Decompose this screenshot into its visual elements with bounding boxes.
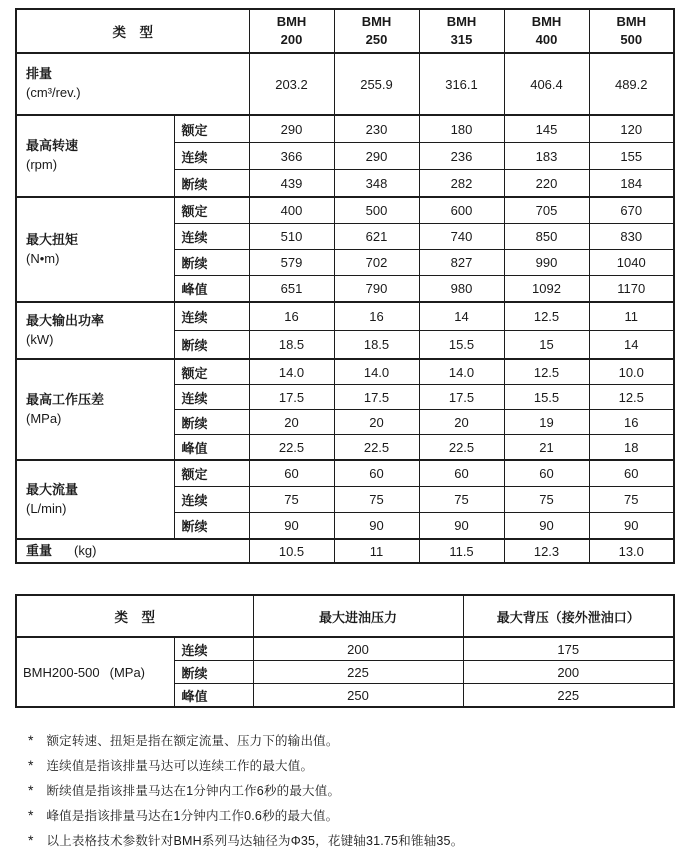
sub-label: 额定 <box>174 197 249 224</box>
spec-label-cell <box>16 53 249 115</box>
value-cell: 980 <box>419 276 504 303</box>
value-cell: 406.4 <box>504 53 589 115</box>
row-max-power-continuous <box>16 302 674 331</box>
value-cell: 75 <box>589 487 674 513</box>
value-cell: 225 <box>463 684 674 708</box>
sub-label: 额定 <box>174 359 249 385</box>
model-header-bmh315 <box>419 9 504 53</box>
value-cell: 236 <box>419 143 504 170</box>
value-cell: 316.1 <box>419 53 504 115</box>
value-cell: 500 <box>334 197 419 224</box>
main-spec-table <box>15 8 675 564</box>
value-cell: 16 <box>249 302 334 331</box>
value-cell: 670 <box>589 197 674 224</box>
model-size: 500 <box>620 32 643 47</box>
sub-label: 峰值 <box>174 276 249 303</box>
model-size: 315 <box>450 32 473 47</box>
value-cell: 14 <box>589 331 674 360</box>
inlet-pressure-header: 最大进油压力 <box>253 595 463 637</box>
value-cell: 790 <box>334 276 419 303</box>
model-header-bmh250 <box>334 9 419 53</box>
value-cell: 203.2 <box>249 53 334 115</box>
value-cell: 60 <box>589 460 674 487</box>
value-cell: 60 <box>419 460 504 487</box>
model-range-unit: (MPa) <box>109 664 145 680</box>
sub-label: 峰值 <box>174 684 253 708</box>
type-header: 类 型 <box>16 9 249 53</box>
model-name: BMH <box>531 14 562 30</box>
value-cell: 18.5 <box>334 331 419 360</box>
value-cell: 1170 <box>589 276 674 303</box>
value-cell: 12.5 <box>589 385 674 410</box>
value-cell: 740 <box>419 224 504 250</box>
model-range-label: BMH200-500 <box>23 664 100 680</box>
footnote <box>28 756 693 781</box>
footnote <box>28 831 693 856</box>
value-cell: 16 <box>334 302 419 331</box>
sub-label: 断续 <box>174 331 249 360</box>
value-cell: 1092 <box>504 276 589 303</box>
sub-label: 额定 <box>174 460 249 487</box>
sub-label: 连续 <box>174 487 249 513</box>
spec-label: 最大流量 <box>26 481 79 497</box>
value-cell: 180 <box>419 115 504 143</box>
sub-label: 连续 <box>174 302 249 331</box>
row-max-flow-rated <box>16 460 674 487</box>
spec-label: 最大输出功率 <box>26 312 105 328</box>
value-cell: 290 <box>334 143 419 170</box>
spec-unit: (cm³/rev.) <box>26 85 81 100</box>
spec-label: 排量 <box>26 66 53 82</box>
model-range-cell <box>16 637 174 707</box>
sub-label: 连续 <box>174 224 249 250</box>
row-weight <box>16 539 674 563</box>
footnotes <box>15 731 693 856</box>
spec-unit: (MPa) <box>26 410 62 426</box>
value-cell: 20 <box>249 410 334 435</box>
spec-label-cell <box>16 460 174 539</box>
value-cell: 12.3 <box>504 539 589 563</box>
footnote <box>28 806 693 831</box>
value-cell: 10.5 <box>249 539 334 563</box>
row-max-torque-rated <box>16 197 674 224</box>
spec-label: 重量 <box>26 542 53 558</box>
value-cell: 22.5 <box>419 435 504 461</box>
value-cell: 120 <box>589 115 674 143</box>
value-cell: 75 <box>334 487 419 513</box>
spec-label: 最高转速 <box>26 138 79 154</box>
model-header-bmh400 <box>504 9 589 53</box>
model-name: BMH <box>616 14 647 30</box>
model-header-bmh500 <box>589 9 674 53</box>
footnote-marker: * <box>28 757 34 773</box>
model-header-bmh200 <box>249 9 334 53</box>
row-max-pressure-rated <box>16 359 674 385</box>
value-cell: 155 <box>589 143 674 170</box>
sub-label: 连续 <box>174 143 249 170</box>
value-cell: 19 <box>504 410 589 435</box>
footnote-marker: * <box>28 732 34 748</box>
value-cell: 145 <box>504 115 589 143</box>
value-cell: 200 <box>463 661 674 684</box>
value-cell: 90 <box>589 513 674 540</box>
table1-header-row <box>16 9 674 53</box>
value-cell: 10.0 <box>589 359 674 385</box>
value-cell: 290 <box>249 115 334 143</box>
model-size: 200 <box>280 32 303 47</box>
sub-label: 断续 <box>174 170 249 198</box>
value-cell: 12.5 <box>504 359 589 385</box>
spec-unit: (kW) <box>26 331 54 347</box>
value-cell: 13.0 <box>589 539 674 563</box>
sub-label: 断续 <box>174 513 249 540</box>
sub-label: 连续 <box>174 637 253 661</box>
value-cell: 705 <box>504 197 589 224</box>
value-cell: 75 <box>419 487 504 513</box>
spec-unit: (rpm) <box>26 157 58 172</box>
spec-unit: (kg) <box>74 542 97 558</box>
value-cell: 75 <box>249 487 334 513</box>
spec-label-cell <box>16 359 174 460</box>
pressure-table <box>15 594 675 708</box>
footnote <box>28 731 693 756</box>
value-cell: 14 <box>419 302 504 331</box>
footnote-marker: * <box>28 782 34 798</box>
value-cell: 21 <box>504 435 589 461</box>
footnote-text: 以上表格技术参数针对BMH系列马达轴径为Φ35，花键轴31.75和锥轴35。 <box>46 834 464 848</box>
type-header: 类 型 <box>16 595 253 637</box>
value-cell: 17.5 <box>249 385 334 410</box>
model-name: BMH <box>276 14 307 30</box>
value-cell: 579 <box>249 250 334 276</box>
value-cell: 17.5 <box>419 385 504 410</box>
sub-label: 额定 <box>174 115 249 143</box>
value-cell: 11 <box>334 539 419 563</box>
table2-header-row <box>16 595 674 637</box>
model-name: BMH <box>361 14 392 30</box>
value-cell: 225 <box>253 661 463 684</box>
value-cell: 230 <box>334 115 419 143</box>
value-cell: 14.0 <box>334 359 419 385</box>
value-cell: 11.5 <box>419 539 504 563</box>
value-cell: 1040 <box>589 250 674 276</box>
model-size: 250 <box>365 32 388 47</box>
value-cell: 651 <box>249 276 334 303</box>
footnote-text: 连续值是指该排量马达可以连续工作的最大值。 <box>46 759 314 773</box>
sub-label: 连续 <box>174 385 249 410</box>
spec-label-cell <box>16 539 249 563</box>
footnote-marker: * <box>28 807 34 823</box>
value-cell: 14.0 <box>419 359 504 385</box>
value-cell: 600 <box>419 197 504 224</box>
value-cell: 16 <box>589 410 674 435</box>
value-cell: 90 <box>249 513 334 540</box>
value-cell: 15 <box>504 331 589 360</box>
value-cell: 400 <box>249 197 334 224</box>
value-cell: 830 <box>589 224 674 250</box>
value-cell: 12.5 <box>504 302 589 331</box>
spec-label: 最大扭矩 <box>26 231 79 247</box>
back-pressure-header: 最大背压（接外泄油口） <box>463 595 674 637</box>
footnote <box>28 781 693 806</box>
footnote-text: 额定转速、扭矩是指在额定流量、压力下的输出值。 <box>46 734 339 748</box>
value-cell: 175 <box>463 637 674 661</box>
value-cell: 14.0 <box>249 359 334 385</box>
value-cell: 250 <box>253 684 463 708</box>
spec-unit: (L/min) <box>26 500 67 516</box>
spec-label-cell <box>16 115 174 197</box>
footnote-marker: * <box>28 832 34 848</box>
value-cell: 75 <box>504 487 589 513</box>
footnote-text: 峰值是指该排量马达在1分钟内工作0.6秒的最大值。 <box>46 809 339 823</box>
value-cell: 22.5 <box>249 435 334 461</box>
footnote-text: 断续值是指该排量马达在1分钟内工作6秒的最大值。 <box>46 784 341 798</box>
value-cell: 366 <box>249 143 334 170</box>
value-cell: 15.5 <box>419 331 504 360</box>
value-cell: 22.5 <box>334 435 419 461</box>
value-cell: 18 <box>589 435 674 461</box>
sub-label: 断续 <box>174 250 249 276</box>
value-cell: 220 <box>504 170 589 198</box>
value-cell: 15.5 <box>504 385 589 410</box>
spec-label-cell <box>16 302 174 359</box>
sub-label: 断续 <box>174 410 249 435</box>
row-displacement <box>16 53 674 115</box>
value-cell: 60 <box>334 460 419 487</box>
value-cell: 18.5 <box>249 331 334 360</box>
model-name: BMH <box>446 14 477 30</box>
value-cell: 990 <box>504 250 589 276</box>
value-cell: 255.9 <box>334 53 419 115</box>
value-cell: 702 <box>334 250 419 276</box>
spec-label-cell <box>16 197 174 302</box>
model-size: 400 <box>535 32 558 47</box>
value-cell: 90 <box>334 513 419 540</box>
value-cell: 90 <box>504 513 589 540</box>
value-cell: 348 <box>334 170 419 198</box>
value-cell: 282 <box>419 170 504 198</box>
spec-unit: (N•m) <box>26 250 60 266</box>
value-cell: 90 <box>419 513 504 540</box>
value-cell: 439 <box>249 170 334 198</box>
row-max-speed-rated <box>16 115 674 143</box>
value-cell: 20 <box>334 410 419 435</box>
value-cell: 200 <box>253 637 463 661</box>
value-cell: 17.5 <box>334 385 419 410</box>
value-cell: 850 <box>504 224 589 250</box>
sub-label: 断续 <box>174 661 253 684</box>
value-cell: 60 <box>504 460 589 487</box>
row-pressure-continuous <box>16 637 674 661</box>
spec-label: 最高工作压差 <box>26 391 105 407</box>
value-cell: 621 <box>334 224 419 250</box>
value-cell: 183 <box>504 143 589 170</box>
value-cell: 489.2 <box>589 53 674 115</box>
value-cell: 510 <box>249 224 334 250</box>
sub-label: 峰值 <box>174 435 249 461</box>
value-cell: 11 <box>589 302 674 331</box>
value-cell: 827 <box>419 250 504 276</box>
value-cell: 184 <box>589 170 674 198</box>
value-cell: 20 <box>419 410 504 435</box>
value-cell: 60 <box>249 460 334 487</box>
